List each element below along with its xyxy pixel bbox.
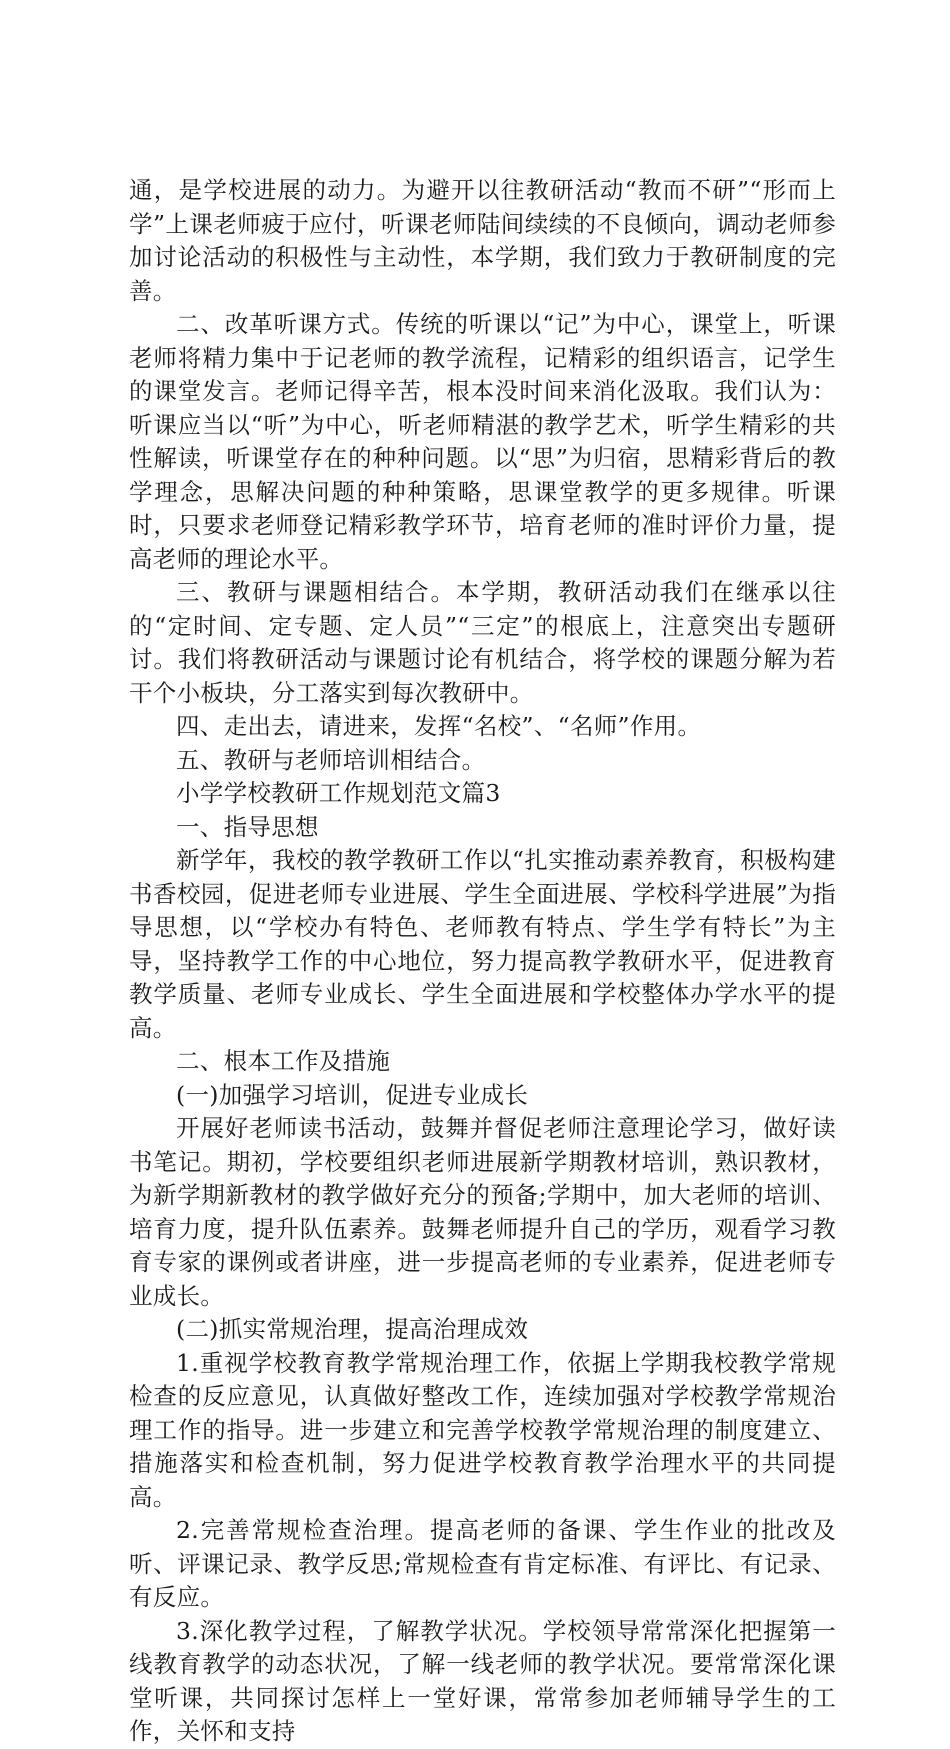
paragraph: 新学年，我校的教学教研工作以“扎实推动素养教育，积极构建书香校园，促进老师专业进展、学生全面进展、学校科学进展”为指导思想，以“学校办有特色、老师教有特点、学生学有特长”为主导，坚持教学工作的中心地位，努力提高教学教研水平，促进教育教学质量、老师专业成长、学生全面进展和学校整体办学水平的提高。 — [129, 846, 836, 1042]
paragraph: 开展好老师读书活动，鼓舞并督促老师注意理论学习，做好读书笔记。期初，学校要组织老师进展新学期教材培训，熟识教材，为新学期新教材的教学做好充分的预备;学期中，加大老师的培训、培育力度，提升队伍素养。鼓舞老师提升自己的学历，观看学习教育专家的课例或者讲座，进一步提高老师的专业素养，促进老师专业成长。 — [129, 1114, 836, 1310]
paragraph: 3.深化教学过程，了解教学状况。学校领导常常深化把握第一线教育教学的动态状况，了解一线老师的教学状况。要常常深化课堂听课，共同探讨怎样上一堂好课，常常参加老师辅导学生的工作，关怀和支持 — [129, 1616, 836, 1745]
paragraph: 四、走出去，请进来，发挥“名校”、“名师”作用。 — [176, 712, 702, 740]
heading: 一、指导思想 — [176, 812, 319, 841]
section-title: 小学学校教研工作规划范文篇3 — [176, 779, 501, 807]
paragraph: 三、教研与课题相结合。本学期，教研活动我们在继承以往的“定时间、定专题、定人员”“三定”的根底上，注意突出专题研讨。我们将教研活动与课题讨论有机结合，将学校的课题分解为若干个小板块，分工落实到每次教研中。 — [129, 578, 836, 707]
paragraph: 通，是学校进展的动力。为避开以往教研活动“教而不研”“形而上学”上课老师疲于应付，听课老师陆间续续的不良倾向，调动老师参加讨论活动的积极性与主动性，本学期，我们致力于教研制度的完善。 — [129, 176, 836, 305]
paragraph: 五、教研与老师培训相结合。 — [176, 745, 486, 774]
document-body — [129, 174, 836, 1749]
heading: 二、根本工作及措施 — [176, 1047, 391, 1075]
subheading: (二)抓实常规治理，提高治理成效 — [176, 1315, 529, 1343]
paragraph: 二、改革听课方式。传统的听课以“记”为中心，课堂上，听课老师将精力集中于记老师的教学流程，记精彩的组织语言，记学生的课堂发言。老师记得辛苦，根本没时间来消化汲取。我们认为：听课应当以“听”为中心，听老师精湛的教学艺术，听学生精彩的共性解读，听课堂存在的种种问题。以“思”为归宿，思精彩背后的教学理念，思解决问题的种种策略，思课堂教学的更多规律。听课时，只要求老师登记精彩教学环节，培育老师的准时评价力量，提高老师的理论水平。 — [129, 310, 836, 573]
paragraph: 1.重视学校教育教学常规治理工作，依据上学期我校教学常规检查的反应意见，认真做好整改工作，连续加强对学校教学常规治理工作的指导。进一步建立和完善学校教学常规治理的制度建立、措施落实和检查机制，努力促进学校教育教学治理水平的共同提高。 — [129, 1348, 836, 1511]
paragraph: 2.完善常规检查治理。提高老师的备课、学生作业的批改及听、评课记录、教学反思;常规检查有肯定标准、有评比、有记录、有反应。 — [129, 1516, 836, 1611]
subheading: (一)加强学习培训，促进专业成长 — [176, 1080, 529, 1109]
